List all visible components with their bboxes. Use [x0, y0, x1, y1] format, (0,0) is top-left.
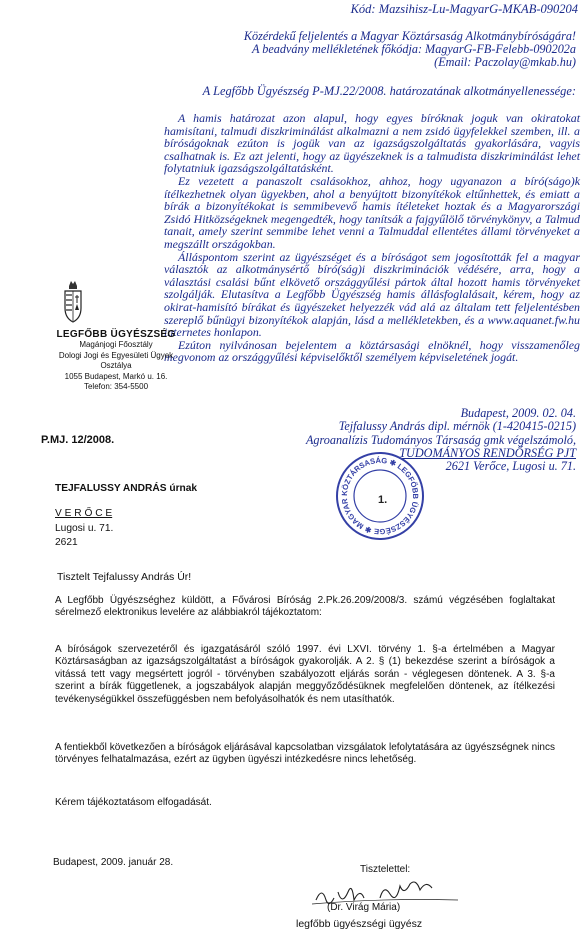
letter-paragraph: Kérem tájékoztatásom elfogadását. — [55, 797, 212, 808]
letter-paragraph: A bíróságok szervezetéről és igazgatásáról szóló 1997. évi LXVI. törvény 1. §-a értelmében a Magyar Köztársaságban az igazságszolgáltatást a bíróságok gyakorolják. A 2. § (1) bekezdése szerint a bíróságok a vitássá tett vagy megsértett jogról - törvényben szabályozott eljárás során - véglegesen döntenek. A 3. §-a szerint a bírák függetlenek, a jogszabályok alapján meggyőződésüknek megfelelően döntenek, az ítélkezési tevékenységükkel összefüggésben nem befolyásolhatók és nem utasíthatók. — [55, 644, 555, 705]
document-code: Kód: Mazsihisz-Lu-MagyarG-MKAB-090204 — [350, 2, 578, 16]
agency-phone: Telefon: 354-5500 — [83, 382, 149, 392]
recipient-city: V E R Ő C E — [55, 507, 113, 519]
file-number: P.MJ. 12/2008. — [41, 434, 115, 446]
complaint-paragraph: Álláspontom szerint az ügyészséget és a bíróságot sem jogosították fel a magyar választók az alkotmánysértő bíró(ság)i diszkriminációk védésére, arra, hogy a választási csalási bűnt elkövető országgyűlési pártok által hozott hamis törvényeket szolgálják. Elutasítva a Legfőbb Ügyészség hamis állásfoglalásait, kérem, hogy az okirat-hamisító bírákat és ügyészeket helyezzék vád alá az általam tett feljelentésben szereplő bűnügyi bizonyítékok alapján, lásd a mellékletekben, és a www.aquanet.fw.hu internetes honlapon. — [164, 249, 580, 340]
complaint-address: 2621 Verőce, Lugosi u. 71. — [445, 459, 576, 474]
header-line-1: Közérdekű feljelentés a Magyar Köztársaság Alkotmánybíróságára! — [243, 29, 576, 43]
signer-title: legfőbb ügyészségi ügyész — [296, 918, 423, 930]
complaint-body — [164, 112, 580, 364]
agency-letterhead — [36, 330, 196, 392]
complaint-subject: A Legfőbb Ügyészség P-MJ.22/2008. határozatának alkotmányellenessége: — [202, 84, 576, 98]
complaint-paragraph: Ezúton nyilvánosan bejelentem a köztársasági elnöknél, hogy visszamenőleg megvonom az országgyűlési képviselőktől személyem képviseletének jogát. — [164, 337, 580, 365]
letter-closing: Tisztelettel: — [360, 864, 411, 875]
stamp-ring-text: KÖZTÁRSASÁG ✱ LEGFŐBB ÜGYÉSZSÉGE ✱ MAGYAR — [339, 455, 421, 537]
official-stamp — [334, 450, 426, 542]
signer-name: (Dr. Virág Mária) — [327, 902, 401, 913]
recipient-name: TEJFALUSSY ANDRÁS úrnak — [55, 483, 198, 494]
complaint-author: Tejfalussy András dipl. mérnök (1-420415-0215) — [338, 419, 576, 434]
recipient-address — [55, 482, 197, 551]
agency-address: 1055 Budapest, Markó u. 16. — [64, 371, 168, 381]
agency-dept: Osztálya — [100, 361, 132, 371]
complaint-date: Budapest, 2009. 02. 04. — [460, 406, 576, 420]
header-line-3: (Email: Paczolay@mkab.hu) — [434, 55, 576, 69]
agency-dept: Magánjogi Főosztály — [79, 340, 153, 350]
letter-paragraph: A Legfőbb Ügyészséghez küldött, a Fővárosi Bíróság 2.Pk.26.209/2008/3. számú végzésében foglaltakat sérelmező elektronikus levelére az alábbiakról tájékoztatom: — [55, 595, 555, 619]
recipient-zip: 2621 — [55, 537, 78, 549]
header-line-2: A beadvány mellékletének főkódja: MagyarG-FB-Felebb-090202a — [252, 42, 576, 56]
complaint-paragraph: Ez vezetett a panaszolt csalásokhoz, ahhoz, hogy ugyanazon a bíró(ságo)k ítélkezhetnek olyan ügyekben, ahol a benyújtott bizonyítékok eltűnhettek, és emiatt a bírák a bizonyítékokat is semmibevevő hamis ítéleteket hoztak és a Magyarországi Zsidó Hitközségeknek megengedték, hogy tanítsák a fajgyűlölő törvénykönyv, a Talmud tanait, amely szerint semmibe lehet venni a Talmuddal ellentétes állami törvényeket a megszállt országokban. — [164, 173, 580, 251]
complaint-header — [116, 30, 576, 69]
complaint-paragraph: A hamis határozat azon alapul, hogy egyes bíróknak joguk van okiratokat hamisítani, talmudi diszkriminálást alkalmazni a nem zsidó ügyfelekkel szemben, ill. a bíróságoknak ezúton is jogük van az igazságszolgáltatás gyakorlására, vagyis csalhatnak is. Ez azt jelenti, hogy az ügyészeknek is a talmudista diszkriminálást lehet folytatniuk igazságszolgáltatásként. — [164, 111, 580, 176]
letter-paragraph: A fentiekből következően a bíróságok eljárásával kapcsolatban vizsgálatok lefolytatására az ügyészségnek nincs törvényes felhatalmazása, ezért az ügyben ügyészi intézkedésre nincs lehetőség. — [55, 742, 555, 766]
agency-dept: Dologi Jogi és Egyesületi Ügyek — [58, 350, 174, 360]
stamp-number: 1. — [378, 494, 388, 506]
letter-salutation: Tisztelt Tejfalussy András Úr! — [57, 571, 192, 583]
complaint-police: TUDOMÁNYOS RENDŐRSÉG PJT — [399, 445, 576, 460]
agency-name: LEGFŐBB ÜGYÉSZSÉG — [56, 329, 176, 340]
complaint-org: Agroanalízis Tudományos Társaság gmk végelszámoló, — [305, 432, 576, 447]
letter-date: Budapest, 2009. január 28. — [53, 857, 174, 868]
recipient-street: Lugosi u. 71. — [55, 522, 114, 534]
coat-of-arms-icon — [62, 278, 84, 324]
